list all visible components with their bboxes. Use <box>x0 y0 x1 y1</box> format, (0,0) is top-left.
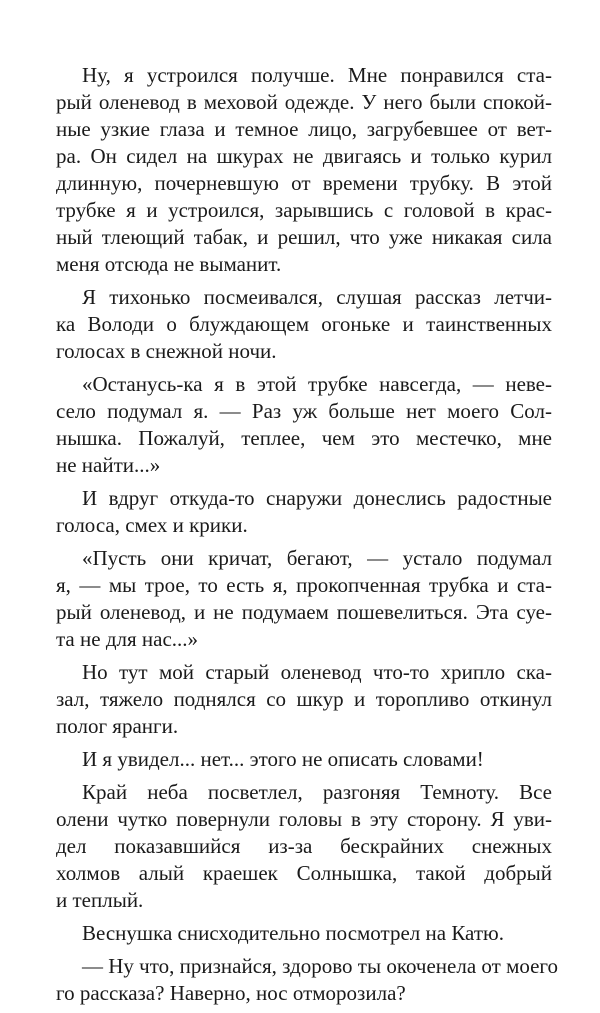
text-line: — Ну что, признайся, здорово ты окоченела от моего <box>82 954 559 978</box>
text-line: не найти...» <box>56 453 161 477</box>
text-line: «Останусь-ка я в этой трубке навсегда, — неве- <box>82 372 552 396</box>
text-line: Я тихонько посмеивался, слушая рассказ летчи- <box>82 285 552 309</box>
text-line: ра. Он сидел на шкурах не двигаясь и только курил <box>56 144 552 168</box>
text-line: трубке я и устроился, зарывшись с головой в крас- <box>56 198 552 222</box>
text-line: олени чутко повернули головы в эту сторону. Я уви- <box>56 807 552 831</box>
book-page <box>56 62 559 1013</box>
text-line: го рассказа? Наверно, нос отморозила? <box>56 981 406 1005</box>
text-line: зал, тяжело поднялся со шкур и торопливо откинул <box>56 687 552 711</box>
text-line: рый оленевод, и не подумаем пошевелиться. Эта суе- <box>56 600 552 624</box>
paragraph <box>56 545 552 653</box>
paragraph <box>56 284 552 365</box>
paragraph <box>56 485 552 539</box>
paragraph <box>56 659 552 740</box>
text-line: холмов алый краешек Солнышка, такой добрый <box>56 861 552 885</box>
text-line: та не для нас...» <box>56 627 199 651</box>
paragraph <box>56 62 552 278</box>
text-line: меня отсюда не выманит. <box>56 252 282 276</box>
text-line: ка Володи о блуждающем огоньке и таинственных <box>56 312 552 336</box>
text-line: рый оленевод в меховой одежде. У него были спокой- <box>56 90 552 114</box>
text-line: дел показавшийся из-за бескрайних снежных <box>56 834 552 858</box>
text-line: длинную, почерневшую от времени трубку. В этой <box>56 171 552 195</box>
text-line: Веснушка снисходительно посмотрел на Катю. <box>82 921 504 945</box>
text-line: И я увидел... нет... этого не описать словами! <box>82 747 484 771</box>
paragraph <box>56 371 552 479</box>
text-line: голоса, смех и крики. <box>56 513 248 537</box>
paragraph <box>56 779 552 914</box>
text-line: Край неба посветлел, разгоняя Темноту. Все <box>82 780 552 804</box>
text-line: полог яранги. <box>56 714 179 738</box>
text-line: Но тут мой старый оленевод что-то хрипло ска- <box>82 660 552 684</box>
text-line: ный тлеющий табак, и решил, что уже никакая сила <box>56 225 552 249</box>
text-line: нышка. Пожалуй, теплее, чем это местечко, мне <box>56 426 552 450</box>
text-line: «Пусть они кричат, бегают, — устало подумал <box>82 546 552 570</box>
paragraph <box>56 746 552 773</box>
text-line: Ну, я устроился получше. Мне понравился ста- <box>82 63 552 87</box>
text-line: и теплый. <box>56 888 144 912</box>
text-line: И вдруг откуда-то снаружи донеслись радостные <box>82 486 552 510</box>
paragraph <box>56 920 552 947</box>
text-line: село подумал я. — Раз уж больше нет моего Сол- <box>56 399 552 423</box>
paragraph <box>56 953 559 1007</box>
text-line: ные узкие глаза и темное лицо, загрубевшее от вет- <box>56 117 552 141</box>
text-line: я, — мы трое, то есть я, прокопченная трубка и ста- <box>56 573 552 597</box>
text-line: голосах в снежной ночи. <box>56 339 277 363</box>
